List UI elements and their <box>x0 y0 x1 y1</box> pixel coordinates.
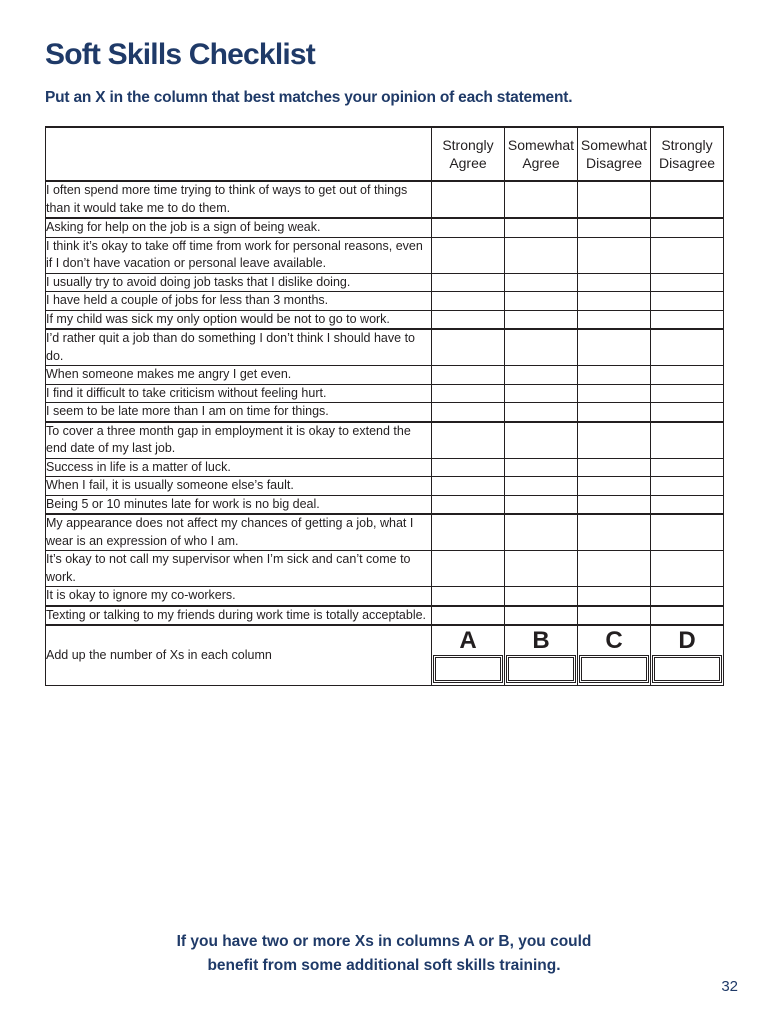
column-letter-a: A <box>459 627 477 654</box>
checkbox-cell-somewhat-disagree[interactable] <box>578 403 651 422</box>
checkbox-cell-somewhat-agree[interactable] <box>505 514 578 551</box>
statement-row <box>46 292 724 311</box>
checkbox-cell-somewhat-agree[interactable] <box>505 606 578 626</box>
statement-text: Success in life is a matter of luck. <box>46 458 432 477</box>
statement-row <box>46 477 724 496</box>
checkbox-cell-somewhat-agree[interactable] <box>505 477 578 496</box>
statement-text: It’s okay to not call my supervisor when I’m sick and can’t come to work. <box>46 551 432 587</box>
footer-line-2: benefit from some additional soft skills training. <box>207 957 561 974</box>
statement-text: If my child was sick my only option would be not to go to work. <box>46 310 432 329</box>
statement-row <box>46 495 724 514</box>
checkbox-cell-somewhat-agree[interactable] <box>505 366 578 385</box>
checkbox-cell-somewhat-disagree[interactable] <box>578 384 651 403</box>
checkbox-cell-somewhat-disagree[interactable] <box>578 237 651 273</box>
checkbox-cell-strongly-disagree[interactable] <box>651 606 724 626</box>
footer-line-1: If you have two or more Xs in columns A or B, you could <box>176 933 592 950</box>
checkbox-cell-strongly-agree[interactable] <box>432 551 505 587</box>
statement-row <box>46 310 724 329</box>
checkbox-cell-strongly-agree[interactable] <box>432 495 505 514</box>
checkbox-cell-strongly-disagree[interactable] <box>651 366 724 385</box>
total-cell-a <box>432 625 505 686</box>
checkbox-cell-somewhat-agree[interactable] <box>505 218 578 237</box>
checkbox-cell-somewhat-agree[interactable] <box>505 587 578 606</box>
checkbox-cell-strongly-agree[interactable] <box>432 218 505 237</box>
statement-row <box>46 218 724 237</box>
header-row <box>46 127 724 181</box>
checkbox-cell-strongly-agree[interactable] <box>432 384 505 403</box>
total-cell-b <box>505 625 578 686</box>
column-letter-b: B <box>532 627 550 654</box>
statement-row <box>46 237 724 273</box>
statement-row <box>46 551 724 587</box>
statement-row <box>46 403 724 422</box>
checkbox-cell-strongly-agree[interactable] <box>432 181 505 218</box>
checklist-table <box>45 126 724 686</box>
count-box-a[interactable] <box>433 655 503 683</box>
total-cell-c <box>578 625 651 686</box>
statement-row <box>46 422 724 459</box>
checkbox-cell-somewhat-disagree[interactable] <box>578 551 651 587</box>
checkbox-cell-strongly-agree[interactable] <box>432 422 505 459</box>
column-header-strongly-agree: Strongly Agree <box>432 127 505 181</box>
statement-text: I seem to be late more than I am on time for things. <box>46 403 432 422</box>
statement-text: My appearance does not affect my chances of getting a job, what I wear is an expression of who I am. <box>46 514 432 551</box>
total-row-label: Add up the number of Xs in each column <box>46 625 432 686</box>
checkbox-cell-strongly-agree[interactable] <box>432 310 505 329</box>
checkbox-cell-strongly-disagree[interactable] <box>651 495 724 514</box>
checkbox-cell-strongly-disagree[interactable] <box>651 384 724 403</box>
statement-text: To cover a three month gap in employment it is okay to extend the end date of my last job. <box>46 422 432 459</box>
checkbox-cell-somewhat-disagree[interactable] <box>578 181 651 218</box>
checkbox-cell-somewhat-disagree[interactable] <box>578 587 651 606</box>
checkbox-cell-strongly-disagree[interactable] <box>651 273 724 292</box>
checkbox-cell-somewhat-disagree[interactable] <box>578 273 651 292</box>
checkbox-cell-somewhat-agree[interactable] <box>505 292 578 311</box>
checkbox-cell-strongly-agree[interactable] <box>432 477 505 496</box>
checkbox-cell-somewhat-agree[interactable] <box>505 310 578 329</box>
checkbox-cell-strongly-disagree[interactable] <box>651 422 724 459</box>
statement-text: Asking for help on the job is a sign of being weak. <box>46 218 432 237</box>
statement-row <box>46 606 724 626</box>
checkbox-cell-strongly-agree[interactable] <box>432 273 505 292</box>
checkbox-cell-strongly-disagree[interactable] <box>651 403 724 422</box>
column-letter-c: C <box>605 627 623 654</box>
statement-row <box>46 366 724 385</box>
footer-note <box>0 930 768 978</box>
statement-column-header <box>46 127 432 181</box>
statement-text: Texting or talking to my friends during work time is totally acceptable. <box>46 606 432 626</box>
checkbox-cell-somewhat-disagree[interactable] <box>578 422 651 459</box>
instructions: Put an X in the column that best matches your opinion of each statement. <box>45 89 573 106</box>
checkbox-cell-somewhat-agree[interactable] <box>505 422 578 459</box>
statement-row <box>46 384 724 403</box>
checkbox-cell-strongly-disagree[interactable] <box>651 237 724 273</box>
checkbox-cell-strongly-agree[interactable] <box>432 606 505 626</box>
total-cell-d <box>651 625 724 686</box>
count-box-c[interactable] <box>579 655 649 683</box>
checkbox-cell-strongly-agree[interactable] <box>432 292 505 311</box>
checkbox-cell-somewhat-agree[interactable] <box>505 329 578 366</box>
statement-text: I think it’s okay to take off time from work for personal reasons, even if I don’t have vacation or personal leave available. <box>46 237 432 273</box>
checkbox-cell-strongly-disagree[interactable] <box>651 310 724 329</box>
statement-text: It is okay to ignore my co-workers. <box>46 587 432 606</box>
checkbox-cell-somewhat-disagree[interactable] <box>578 495 651 514</box>
checkbox-cell-somewhat-disagree[interactable] <box>578 292 651 311</box>
checkbox-cell-somewhat-disagree[interactable] <box>578 514 651 551</box>
page-title: Soft Skills Checklist <box>45 38 315 71</box>
statement-text: When someone makes me angry I get even. <box>46 366 432 385</box>
statement-row <box>46 514 724 551</box>
checkbox-cell-strongly-disagree[interactable] <box>651 514 724 551</box>
statement-row <box>46 329 724 366</box>
statement-text: I’d rather quit a job than do something I don’t think I should have to do. <box>46 329 432 366</box>
checkbox-cell-strongly-agree[interactable] <box>432 587 505 606</box>
checkbox-cell-strongly-agree[interactable] <box>432 329 505 366</box>
checkbox-cell-somewhat-agree[interactable] <box>505 403 578 422</box>
checkbox-cell-strongly-agree[interactable] <box>432 514 505 551</box>
checkbox-cell-strongly-disagree[interactable] <box>651 292 724 311</box>
statement-text: I often spend more time trying to think of ways to get out of things than it would take me to do them. <box>46 181 432 218</box>
checkbox-cell-strongly-disagree[interactable] <box>651 329 724 366</box>
checkbox-cell-strongly-agree[interactable] <box>432 366 505 385</box>
checkbox-cell-strongly-disagree[interactable] <box>651 551 724 587</box>
checkbox-cell-somewhat-disagree[interactable] <box>578 458 651 477</box>
page-number: 32 <box>721 978 738 995</box>
statement-row <box>46 587 724 606</box>
checkbox-cell-somewhat-agree[interactable] <box>505 273 578 292</box>
checkbox-cell-strongly-disagree[interactable] <box>651 587 724 606</box>
statement-text: I usually try to avoid doing job tasks that I dislike doing. <box>46 273 432 292</box>
checkbox-cell-strongly-agree[interactable] <box>432 237 505 273</box>
checkbox-cell-somewhat-disagree[interactable] <box>578 310 651 329</box>
statement-row <box>46 273 724 292</box>
checkbox-cell-somewhat-disagree[interactable] <box>578 218 651 237</box>
statement-row <box>46 458 724 477</box>
total-row <box>46 625 724 686</box>
count-box-b[interactable] <box>506 655 576 683</box>
checkbox-cell-somewhat-disagree[interactable] <box>578 366 651 385</box>
column-header-somewhat-disagree: Somewhat Disagree <box>578 127 651 181</box>
checkbox-cell-somewhat-agree[interactable] <box>505 181 578 218</box>
column-header-strongly-disagree: Strongly Disagree <box>651 127 724 181</box>
checkbox-cell-somewhat-disagree[interactable] <box>578 606 651 626</box>
checkbox-cell-somewhat-disagree[interactable] <box>578 477 651 496</box>
checkbox-cell-somewhat-disagree[interactable] <box>578 329 651 366</box>
count-box-d[interactable] <box>652 655 722 683</box>
statement-text: I have held a couple of jobs for less than 3 months. <box>46 292 432 311</box>
checkbox-cell-strongly-disagree[interactable] <box>651 458 724 477</box>
statement-row <box>46 181 724 218</box>
checkbox-cell-somewhat-agree[interactable] <box>505 384 578 403</box>
statement-text: Being 5 or 10 minutes late for work is no big deal. <box>46 495 432 514</box>
checkbox-cell-somewhat-agree[interactable] <box>505 551 578 587</box>
statement-text: When I fail, it is usually someone else’s fault. <box>46 477 432 496</box>
checkbox-cell-somewhat-agree[interactable] <box>505 237 578 273</box>
column-letter-d: D <box>678 627 696 654</box>
checkbox-cell-strongly-agree[interactable] <box>432 458 505 477</box>
checkbox-cell-strongly-disagree[interactable] <box>651 477 724 496</box>
checkbox-cell-somewhat-agree[interactable] <box>505 495 578 514</box>
checkbox-cell-strongly-disagree[interactable] <box>651 218 724 237</box>
checkbox-cell-somewhat-agree[interactable] <box>505 458 578 477</box>
checkbox-cell-strongly-agree[interactable] <box>432 403 505 422</box>
column-header-somewhat-agree: Somewhat Agree <box>505 127 578 181</box>
statement-text: I find it difficult to take criticism without feeling hurt. <box>46 384 432 403</box>
checkbox-cell-strongly-disagree[interactable] <box>651 181 724 218</box>
